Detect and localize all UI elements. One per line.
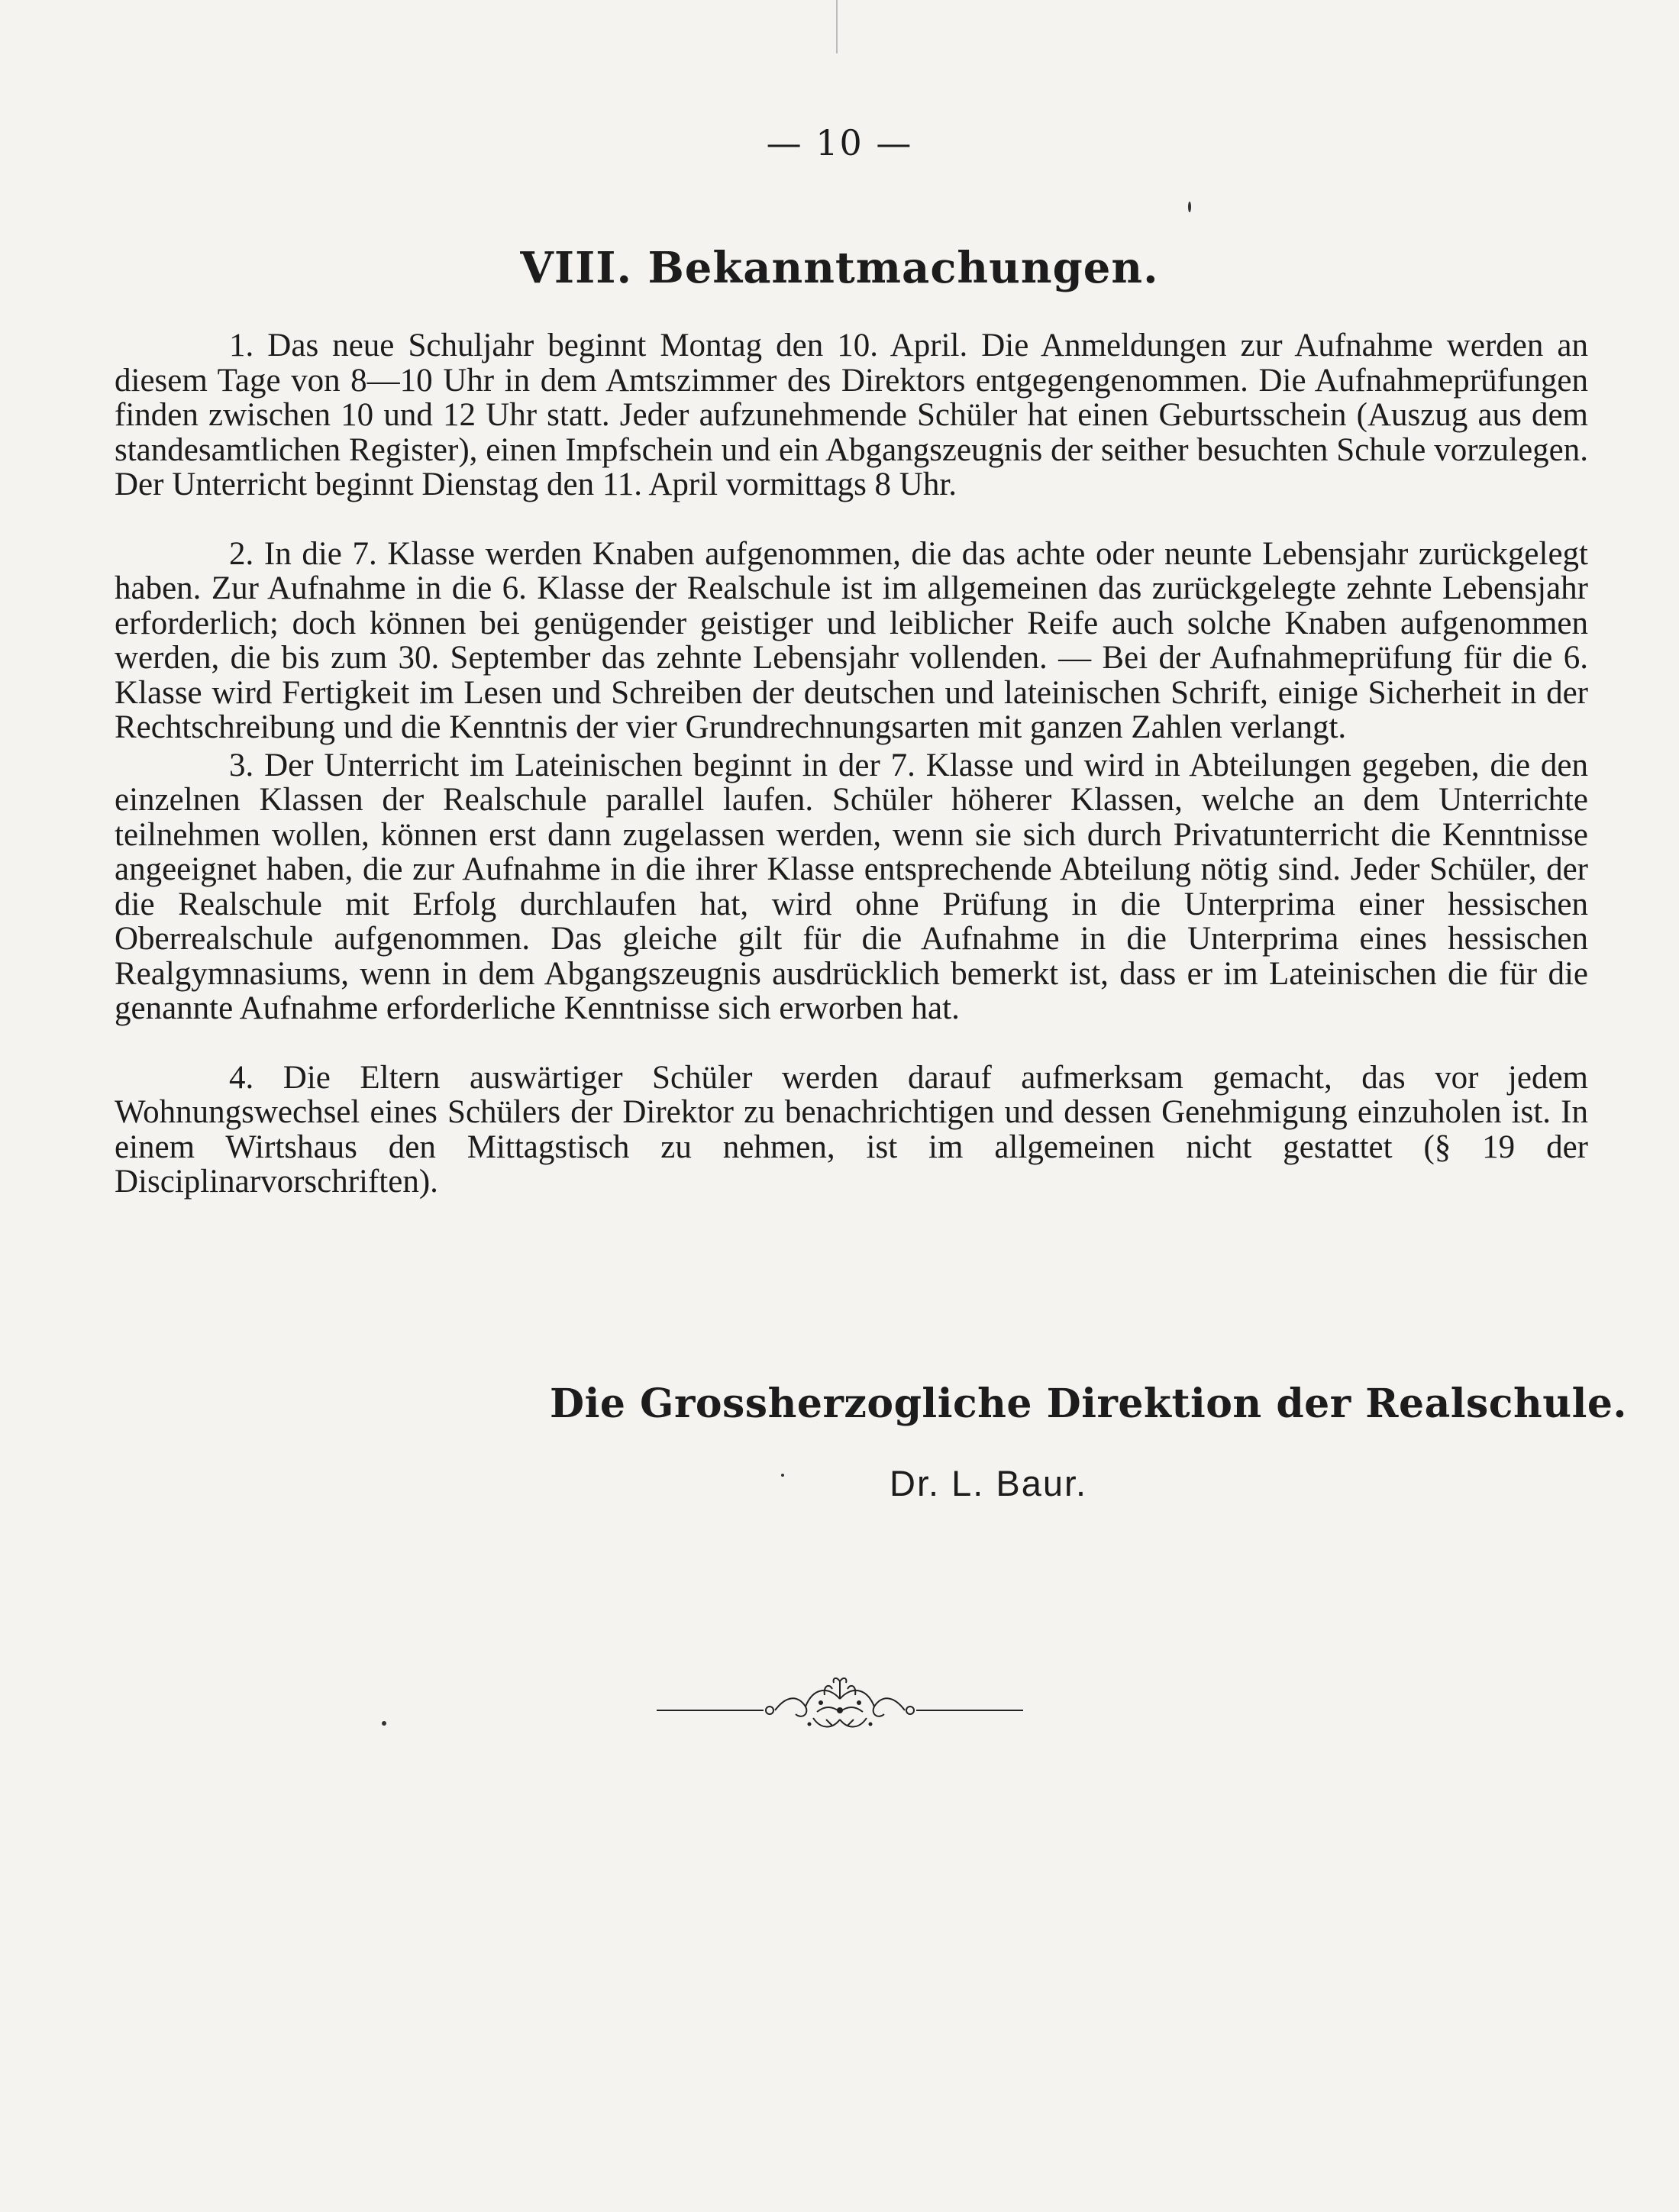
announcement-2: 2. In die 7. Klasse werden Knaben aufgenommen, die das achte oder neunte Lebensjahr zurückgelegt haben. Zur Aufnahme in die 6. Klasse der Realschule ist im allgemeinen das zurückgelegte zehnte Lebensjahr erforderlich; doch können bei genügender geistiger und leiblicher Reife auch solche Knaben aufgenommen werden, die bis zum 30. September das zehnte Lebensjahr vollenden. — Bei der Aufnahmeprüfung für die 6. Klasse wird Fertigkeit im Lesen und Schreiben der deutschen und lateinischen Schrift, einige Sicherheit in der Rechtschreibung und die Kenntnis der vier Grundrechnungsarten mit ganzen Zahlen verlangt.	[115, 535, 1588, 745]
announcement-3: 3. Der Unterricht im Lateinischen beginnt in der 7. Klasse und wird in Abteilungen gegeben, die den einzelnen Klassen der Realschule parallel laufen. Schüler höherer Klassen, welche an dem Unterrichte teilnehmen wollen, können erst dann zugelassen werden, wenn sie sich durch Privatunterricht die Kenntnisse angeeignet haben, die zur Aufnahme in die ihrer Klasse entsprechende Abteilung nötig sind. Jeder Schüler, der die Realschule mit Erfolg durchlaufen hat, wird ohne Prüfung in die Unterprima einer hessischen Oberrealschule aufgenommen. Das gleiche gilt für die Aufnahme in die Unterprima eines hessischen Realgymnasiums, wenn in dem Abgangszeugnis ausdrücklich bemerkt ist, dass er im Lateinischen die für die genannte Aufnahme erforderliche Kenntnisse sich erworben hat.	[115, 747, 1588, 1026]
announcements-body	[115, 328, 1588, 1200]
ornament-divider-icon	[649, 1672, 1031, 1741]
signature-institution: Die Grossherzogliche Direktion der Realschule.	[550, 1380, 1628, 1427]
print-speck	[836, 0, 838, 53]
print-speck	[382, 1721, 386, 1726]
section-title: VIII. Bekanntmachungen.	[520, 243, 1159, 293]
announcement-1: 1. Das neue Schuljahr beginnt Montag den 10. April. Die Anmeldungen zur Aufnahme werden an diesem Tage von 8—10 Uhr in dem Amtszimmer des Direktors entgegengenommen. Die Aufnahmeprüfungen finden zwischen 10 und 12 Uhr statt. Jeder aufzunehmende Schüler hat einen Geburtsschein (Auszug aus dem standesamtlichen Register), einen Impfschein und ein Abgangszeugnis der seither besuchten Schule vorzulegen. Der Unterricht beginnt Dienstag den 11. April vormittags 8 Uhr.	[115, 328, 1588, 502]
print-speck	[781, 1474, 784, 1477]
announcement-4: 4. Die Eltern auswärtiger Schüler werden darauf aufmerksam gemacht, das vor jedem Wohnungswechsel eines Schülers der Direktor zu benachrichtigen und dessen Genehmigung einzuholen ist. In einem Wirtshaus den Mittagstisch zu nehmen, ist im allgemeinen nicht gestattet (§ 19 der Disciplinarvorschriften).	[115, 1059, 1588, 1200]
print-speck	[1188, 202, 1191, 212]
page-number: — 10 —	[766, 122, 913, 163]
signature-name: Dr. L. Baur.	[890, 1463, 1088, 1503]
